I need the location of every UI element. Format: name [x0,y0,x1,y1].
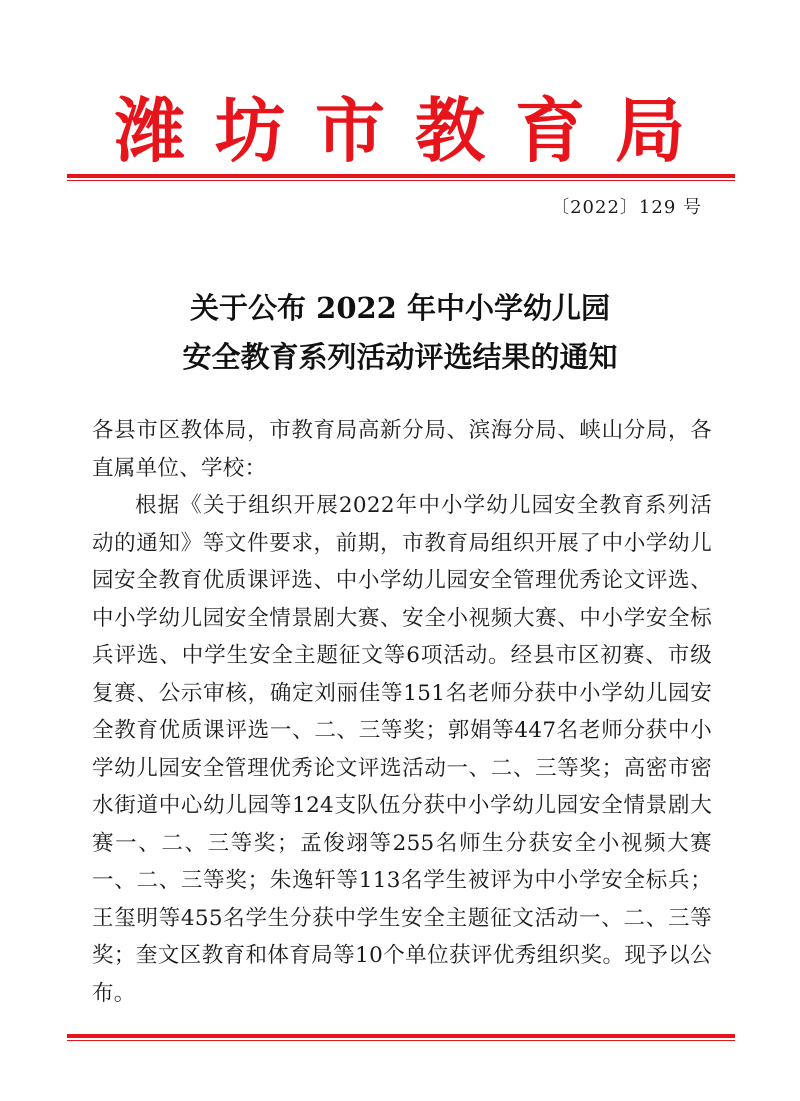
document-number: 〔2022〕129 号 [551,197,702,218]
footer-red-rule-thin [67,1040,735,1041]
title-line-1: 关于公布 2022 年中小学幼儿园 [190,291,610,325]
header-red-rule-thin [67,180,735,181]
body-paragraph-1: 根据《关于组织开展2022年中小学幼儿园安全教育系列活动的通知》等文件要求，前期，市教育局组织开展了中小学幼儿园安全教育优质课评选、中小学幼儿园安全管理优秀论文评选、中小学幼儿园安全情景剧大赛、安全小视频大赛、中小学安全标兵评选、中学生安全主题征文等6项活动。经县市区初赛、市级复赛、公示审核，确定刘丽佳等151名老师分获中小学幼儿园安全教育优质课评选一、二、三等奖；郭娟等447名老师分获中小学幼儿园安全管理优秀论文评选活动一、二、三等奖；高密市密水街道中心幼儿园等124支队伍分获中小学幼儿园安全情景剧大赛一、二、三等奖；孟俊翊等255名师生分获安全小视频大赛一、二、三等奖；朱逸轩等113名学生被评为中小学安全标兵；王玺明等455名学生分获中学生安全主题征文活动一、二、三等奖；奎文区教育和体育局等10个单位获评优秀组织奖。现予以公布。 [92,493,712,1006]
issuing-organization-header: 潍坊市教育局 [115,89,715,172]
document-body [92,412,712,1012]
header-red-rule [67,174,735,178]
title-line-2: 安全教育系列活动评选结果的通知 [182,340,618,374]
document-title [0,284,800,382]
footer-red-rule [67,1034,735,1038]
salutation: 各县市区教体局，市教育局高新分局、滨海分局、峡山分局，各直属单位、学校： [92,418,712,481]
